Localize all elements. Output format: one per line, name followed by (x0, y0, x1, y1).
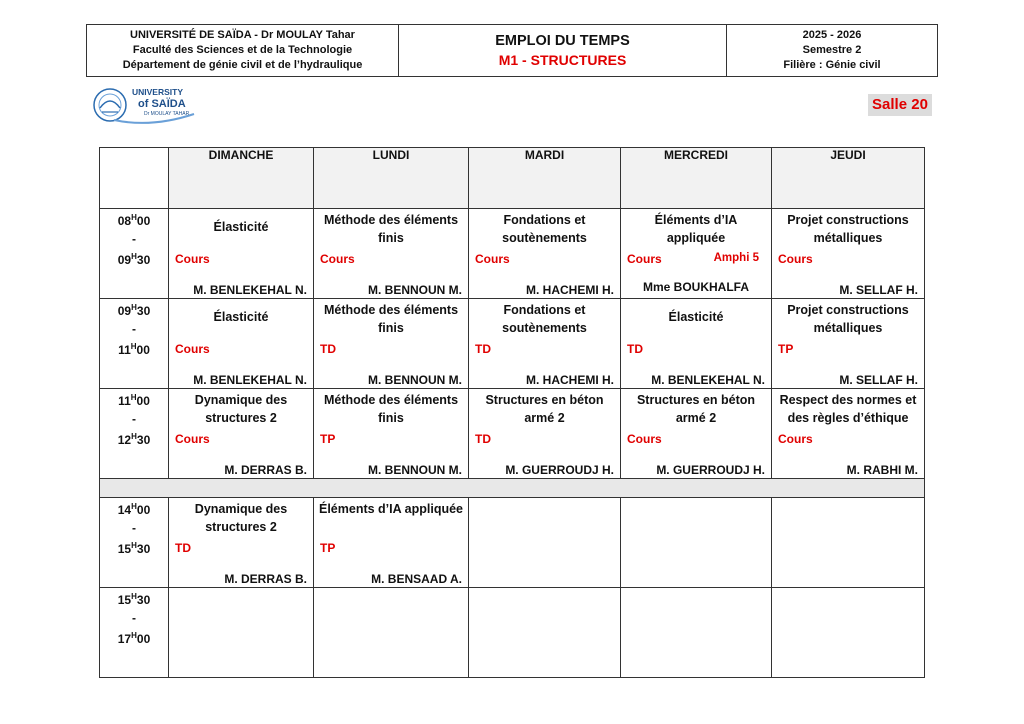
hour-marker: H (131, 502, 137, 511)
hour-marker: H (131, 631, 137, 640)
filiere: Filière : Génie civil (783, 59, 881, 71)
course-cell-content (314, 389, 468, 478)
session-type: Cours (175, 432, 210, 446)
slot-end (100, 428, 168, 449)
teacher-name: M. GUERROUDJ H. (505, 463, 614, 477)
room-label: Salle 20 (868, 94, 932, 116)
slot-start-hour: 15 (117, 593, 132, 607)
course-cell-dimanche (169, 389, 314, 479)
slot-dash: - (132, 412, 136, 426)
slot-start-minute: 30 (136, 304, 151, 318)
course-cell-dimanche (169, 498, 314, 588)
slot-start-hour: 14 (117, 503, 132, 517)
semester: Semestre 2 (802, 44, 862, 56)
course-cell-mercredi (621, 209, 772, 299)
course-cell-mardi (469, 299, 621, 389)
slot-end-minute: 00 (136, 632, 151, 646)
course-name: Méthode des éléments finis (323, 213, 459, 245)
session-type: TP (320, 432, 336, 446)
course-name: Projet constructions métalliques (787, 213, 909, 245)
slot-start (100, 498, 168, 519)
svg-text:of SAÏDA: of SAÏDA (138, 98, 186, 110)
session-type: TD (475, 342, 491, 356)
header-institution (87, 25, 399, 76)
teacher-name: M. HACHEMI H. (526, 373, 614, 387)
course-name: Méthode des éléments finis (323, 393, 459, 425)
session-type: Cours (778, 252, 813, 266)
day-header-dimanche: DIMANCHE (169, 148, 314, 209)
academic-year: 2025 - 2026 (802, 29, 862, 41)
session-type: TD (175, 541, 191, 555)
day-header-mercredi: MERCREDI (621, 148, 772, 209)
course-cell-mardi (469, 209, 621, 299)
course-name: Dynamique des structures 2 (194, 393, 288, 425)
teacher-name: M. GUERROUDJ H. (656, 463, 765, 477)
slot-end-minute: 30 (136, 542, 151, 556)
course-cell-content (469, 299, 620, 388)
slot-row (100, 209, 925, 299)
university-logo (92, 84, 196, 126)
teacher-name: M. BENLEKEHAL N. (193, 283, 307, 297)
slot-start-minute: 30 (136, 593, 151, 607)
course-cell-jeudi (772, 209, 925, 299)
slot-end-minute: 30 (136, 433, 151, 447)
course-cell-content (169, 389, 313, 478)
course-cell-content (469, 389, 620, 478)
course-cell-content (314, 498, 468, 587)
course-name: Respect des normes et des règles d’éthique (779, 393, 917, 425)
slot-start-hour: 09 (117, 304, 132, 318)
hour-marker: H (131, 432, 137, 441)
header-session (727, 25, 937, 76)
course-cell-mercredi (621, 498, 772, 588)
course-name: Élasticité (213, 310, 269, 324)
course-cell-mardi (469, 588, 621, 678)
lunch-break-row (100, 479, 925, 498)
slot-start-minute: 00 (136, 503, 151, 517)
session-type: Cours (175, 252, 210, 266)
teacher-name: M. BENNOUN M. (368, 283, 462, 297)
course-name: Méthode des éléments finis (323, 303, 459, 335)
course-name: Structures en béton armé 2 (636, 393, 756, 425)
slot-end-minute: 30 (136, 253, 151, 267)
course-cell-content (169, 299, 313, 388)
course-name: Structures en béton armé 2 (485, 393, 604, 425)
course-cell-content (772, 498, 924, 587)
course-cell-content (169, 588, 313, 677)
course-name: Fondations et soutènements (502, 303, 587, 335)
day-header-jeudi: JEUDI (772, 148, 925, 209)
slot-dash: - (132, 232, 136, 246)
course-cell-content (314, 299, 468, 388)
slot-row (100, 299, 925, 389)
hour-marker: H (130, 342, 137, 351)
session-type: Cours (320, 252, 355, 266)
course-cell-lundi (314, 588, 469, 678)
header-box (86, 24, 938, 77)
course-cell-mercredi (621, 588, 772, 678)
teacher-name: M. BENNOUN M. (368, 463, 462, 477)
course-cell-content (621, 299, 771, 388)
course-cell-lundi (314, 498, 469, 588)
page-subtitle: M1 - STRUCTURES (498, 52, 627, 68)
hour-marker: H (131, 213, 137, 222)
course-name: Dynamique des structures 2 (194, 502, 288, 534)
hour-marker: H (131, 541, 137, 550)
course-cell-content (469, 498, 620, 587)
time-slot-cell (100, 389, 169, 479)
course-cell-mardi (469, 498, 621, 588)
teacher-name: M. BENSAAD A. (371, 572, 462, 586)
course-name: Élasticité (668, 310, 724, 324)
session-type: Cours (475, 252, 510, 266)
course-cell-jeudi (772, 389, 925, 479)
course-cell-content (621, 498, 771, 587)
course-name: Élasticité (213, 220, 269, 234)
slot-row (100, 389, 925, 479)
course-cell-mercredi (621, 389, 772, 479)
session-type: Cours (627, 252, 662, 266)
slot-end (100, 627, 168, 648)
session-type: TD (627, 342, 643, 356)
svg-text:UNIVERSITY: UNIVERSITY (132, 87, 184, 97)
course-cell-dimanche (169, 588, 314, 678)
course-cell-lundi (314, 299, 469, 389)
header-title-block (399, 25, 727, 76)
teacher-name: M. BENLEKEHAL N. (193, 373, 307, 387)
slot-start (100, 588, 168, 609)
slot-dash: - (132, 521, 136, 535)
slot-end-hour: 09 (117, 253, 132, 267)
time-slot-cell (100, 588, 169, 678)
course-cell-mardi (469, 389, 621, 479)
course-cell-content (772, 588, 924, 677)
course-cell-content (772, 209, 924, 298)
slot-end-hour: 12 (117, 433, 132, 447)
teacher-name: M. SELLAF H. (839, 283, 918, 297)
slot-end-hour: 17 (117, 632, 132, 646)
teacher-name: M. HACHEMI H. (526, 283, 614, 297)
course-cell-jeudi (772, 498, 925, 588)
course-cell-content (314, 588, 468, 677)
course-cell-content (469, 209, 620, 298)
course-name: Fondations et soutènements (502, 213, 587, 245)
session-type: TD (475, 432, 491, 446)
day-header-lundi: LUNDI (314, 148, 469, 209)
teacher-name: Mme BOUKHALFA (642, 280, 749, 294)
slot-dash: - (132, 322, 136, 336)
slot-row (100, 588, 925, 678)
course-cell-dimanche (169, 209, 314, 299)
teacher-name: M. DERRAS B. (224, 463, 307, 477)
department-name: Département de génie civil et de l’hydraulique (122, 59, 363, 71)
slot-start-hour: 11 (118, 394, 131, 408)
hour-marker: H (130, 393, 137, 402)
slot-end (100, 537, 168, 558)
hour-marker: H (131, 252, 137, 261)
course-cell-content (621, 588, 771, 677)
session-type: TP (320, 541, 336, 555)
slot-start (100, 389, 168, 410)
course-cell-content (772, 299, 924, 388)
slot-end-minute: 00 (136, 343, 150, 357)
session-type: Cours (175, 342, 210, 356)
course-name: Projet constructions métalliques (787, 303, 909, 335)
timetable (99, 147, 925, 678)
slot-end-hour: 15 (117, 542, 132, 556)
course-cell-jeudi (772, 588, 925, 678)
slot-start (100, 209, 168, 230)
course-cell-content (621, 389, 771, 478)
slot-row (100, 498, 925, 588)
slot-start-minute: 00 (136, 394, 150, 408)
time-slot-cell (100, 299, 169, 389)
course-cell-mercredi (621, 299, 772, 389)
slot-end (100, 338, 168, 359)
course-name: Éléments d’IA appliquée (654, 213, 738, 245)
faculty-name: Faculté des Sciences et de la Technologie (132, 44, 353, 56)
page-title: EMPLOI DU TEMPS (495, 33, 630, 49)
university-name: UNIVERSITÉ DE SAÏDA - Dr MOULAY Tahar (130, 29, 355, 41)
day-header-mardi: MARDI (469, 148, 621, 209)
course-cell-content (169, 498, 313, 587)
course-cell-content (169, 209, 313, 298)
hour-marker: H (131, 303, 137, 312)
course-cell-jeudi (772, 299, 925, 389)
days-header-row (100, 148, 925, 209)
course-cell-dimanche (169, 299, 314, 389)
course-cell-content (469, 588, 620, 677)
course-cell-lundi (314, 389, 469, 479)
course-name: Éléments d’IA appliquée (318, 502, 463, 516)
course-cell-lundi (314, 209, 469, 299)
teacher-name: M. DERRAS B. (224, 572, 307, 586)
session-type: Cours (778, 432, 813, 446)
slot-start-minute: 00 (136, 214, 151, 228)
corner-cell (100, 148, 169, 209)
teacher-name: M. BENLEKEHAL N. (651, 373, 765, 387)
course-cell-content (621, 209, 771, 298)
slot-start-hour: 08 (117, 214, 132, 228)
slot-end-hour: 11 (118, 343, 131, 357)
hour-marker: H (131, 592, 137, 601)
course-cell-content (772, 389, 924, 478)
teacher-name: M. RABHI M. (846, 463, 918, 477)
slot-dash: - (132, 611, 136, 625)
slot-start (100, 299, 168, 320)
teacher-name: M. SELLAF H. (839, 373, 918, 387)
lunch-break-cell (100, 479, 925, 498)
session-type: Cours (627, 432, 662, 446)
svg-text:Dr MOULAY TAHAR: Dr MOULAY TAHAR (144, 111, 190, 117)
session-type: TP (778, 342, 794, 356)
teacher-name: M. BENNOUN M. (368, 373, 462, 387)
time-slot-cell (100, 498, 169, 588)
slot-end (100, 248, 168, 269)
session-type: TD (320, 342, 336, 356)
course-cell-content (314, 209, 468, 298)
time-slot-cell (100, 209, 169, 299)
room-badge: Amphi 5 (713, 252, 759, 264)
